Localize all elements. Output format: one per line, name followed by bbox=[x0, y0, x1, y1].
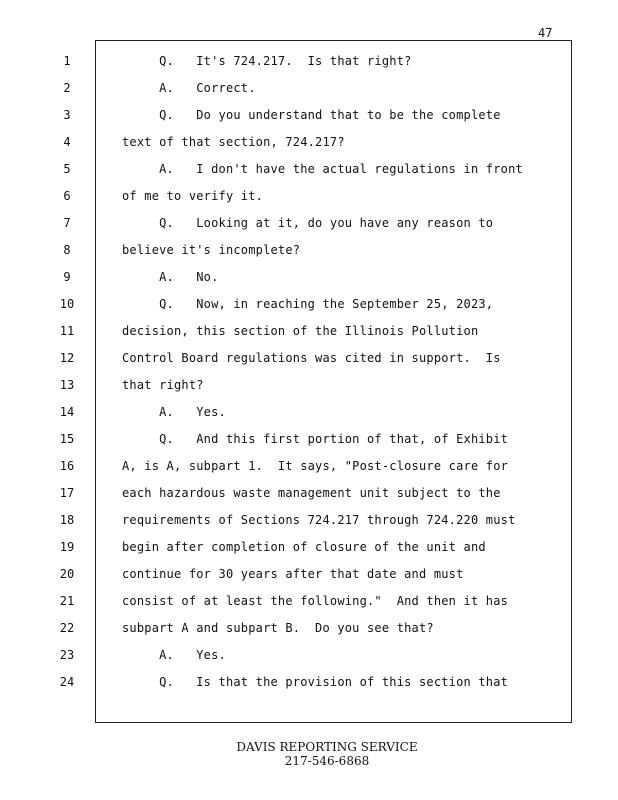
transcript-line: A. Yes. bbox=[122, 648, 226, 662]
line-number: 16 bbox=[59, 459, 75, 473]
reporting-company-phone: 217-546-6868 bbox=[284, 754, 370, 768]
line-number: 3 bbox=[63, 108, 71, 122]
line-number: 22 bbox=[59, 621, 75, 635]
transcript-line: Q. It's 724.217. Is that right? bbox=[122, 54, 412, 68]
transcript-line: continue for 30 years after that date and must bbox=[122, 567, 464, 581]
line-number: 10 bbox=[59, 297, 75, 311]
line-number: 19 bbox=[59, 540, 75, 554]
transcript-line: Q. Is that the provision of this section that bbox=[122, 675, 509, 689]
reporter-footer bbox=[0, 740, 618, 768]
page-number: 47 bbox=[538, 26, 553, 40]
transcript-line: requirements of Sections 724.217 through 724.220 must bbox=[122, 513, 516, 527]
line-number: 12 bbox=[59, 351, 75, 365]
line-number: 23 bbox=[59, 648, 75, 662]
transcript-line: Control Board regulations was cited in support. Is bbox=[122, 351, 501, 365]
line-number: 18 bbox=[59, 513, 75, 527]
line-number: 24 bbox=[59, 675, 75, 689]
transcript-line: believe it's incomplete? bbox=[122, 243, 301, 257]
transcript-line: decision, this section of the Illinois Pollution bbox=[122, 324, 479, 338]
transcript-line: begin after completion of closure of the unit and bbox=[122, 540, 486, 554]
line-number: 15 bbox=[59, 432, 75, 446]
transcript-line: A. No. bbox=[122, 270, 219, 284]
line-number: 14 bbox=[59, 405, 75, 419]
transcript-line: subpart A and subpart B. Do you see that? bbox=[122, 621, 434, 635]
transcript-line: Q. Looking at it, do you have any reason to bbox=[122, 216, 494, 230]
transcript-line: consist of at least the following." And then it has bbox=[122, 594, 509, 608]
line-number: 11 bbox=[59, 324, 75, 338]
line-number: 21 bbox=[59, 594, 75, 608]
line-number: 17 bbox=[59, 486, 75, 500]
transcript-line: text of that section, 724.217? bbox=[122, 135, 345, 149]
transcript-line: A. I don't have the actual regulations in front bbox=[122, 162, 523, 176]
transcript-text bbox=[122, 52, 562, 700]
line-number-column bbox=[40, 52, 90, 700]
transcript-line: Q. And this first portion of that, of Exhibit bbox=[122, 432, 509, 446]
transcript-line: each hazardous waste management unit subject to the bbox=[122, 486, 501, 500]
line-number: 2 bbox=[63, 81, 71, 95]
transcript-line: Q. Do you understand that to be the complete bbox=[122, 108, 501, 122]
transcript-line: Q. Now, in reaching the September 25, 2023, bbox=[122, 297, 494, 311]
line-number: 4 bbox=[63, 135, 71, 149]
reporting-company-name: DAVIS REPORTING SERVICE bbox=[236, 740, 418, 754]
line-number: 5 bbox=[63, 162, 71, 176]
line-number: 6 bbox=[63, 189, 71, 203]
line-number: 13 bbox=[59, 378, 75, 392]
transcript-line: of me to verify it. bbox=[122, 189, 264, 203]
line-number: 8 bbox=[63, 243, 71, 257]
line-number: 9 bbox=[63, 270, 71, 284]
line-number: 7 bbox=[63, 216, 71, 230]
line-number: 20 bbox=[59, 567, 75, 581]
transcript-line: A. Yes. bbox=[122, 405, 226, 419]
transcript-line: that right? bbox=[122, 378, 204, 392]
line-number: 1 bbox=[63, 54, 71, 68]
transcript-line: A, is A, subpart 1. It says, "Post-closure care for bbox=[122, 459, 509, 473]
transcript-line: A. Correct. bbox=[122, 81, 256, 95]
